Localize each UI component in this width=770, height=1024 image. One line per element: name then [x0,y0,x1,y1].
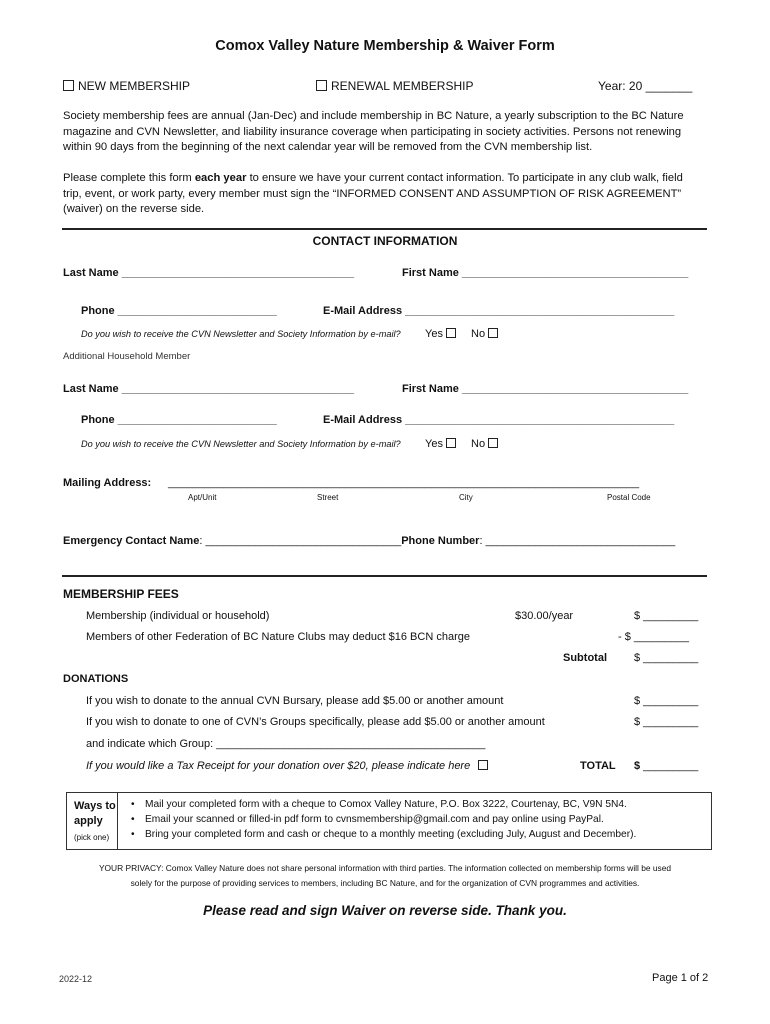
intro-paragraph-fees: Society membership fees are annual (Jan-Dec) and include membership in BC Nature, a yearly subscription to the BC Nature magazine and CVN Newsletter, and liability insurance coverage when participating in society activities. Persons not renewing within 90 days from the beginning of the next calendar year will be removed from the CVN membership list. [63,110,684,154]
mailing-address-field[interactable]: _____________________________________________________________________________ [168,477,640,489]
membership-fee-price: $30.00/year [515,610,574,622]
household-email-field[interactable]: E-Mail Address ____________________________________________ [323,414,675,426]
emergency-phone-label: Phone Number [401,535,480,547]
ways-label-line2: apply [74,815,103,827]
membership-fee-label: Membership (individual or household) [86,610,270,622]
last-name-field[interactable]: Last Name ______________________________________ [63,267,355,279]
subtotal-amount[interactable]: $ _________ [634,652,699,664]
page-prefix: Page [652,972,681,984]
bcn-deduction-amount[interactable]: - $ _________ [618,631,689,643]
donations-heading: DONATIONS [63,673,129,685]
group-donation-label: If you wish to donate to one of CVN’s Groups specifically, please add $5.00 or another amount [86,716,545,728]
household-yes-label: Yes [425,438,443,450]
emergency-contact-label: Emergency Contact Name [63,535,200,547]
household-newsletter-no-option[interactable] [471,438,498,450]
ways-label-line3: (pick one) [74,833,110,842]
privacy-notice-line1: YOUR PRIVACY: Comox Valley Nature does not share personal information with third parties. The information collected on membership forms will be used [98,863,672,873]
apply-option-meeting: • Bring your completed form and cash or cheque to a monthly meeting (excluding July, August and December). [145,829,636,840]
tax-receipt-option[interactable] [86,760,488,772]
form-title: Comox Valley Nature Membership & Waiver Form [215,38,555,54]
emergency-contact-field[interactable] [63,535,675,547]
bcn-deduction-label: Members of other Federation of BC Nature Clubs may deduct $16 BCN charge [86,631,470,643]
new-membership-option[interactable] [63,79,190,93]
ways-to-apply-box [66,792,712,850]
contact-heading: CONTACT INFORMATION [312,234,458,248]
apply-option-mail: • Mail your completed form with a cheque to Comox Valley Nature, P.O. Box 3222, Courtenay, BC, V9N 5N4. [145,799,627,810]
city-caption: City [459,493,473,502]
first-name-field[interactable]: First Name _____________________________________ [402,267,689,279]
page-number [652,972,708,984]
household-yes-checkbox[interactable] [446,438,456,448]
yes-checkbox[interactable] [446,328,456,338]
intro-text-bold: each year [194,172,247,184]
renewal-membership-checkbox[interactable] [316,80,327,91]
total-label: TOTAL [580,760,616,772]
intro-text-a: Please complete this form [63,172,195,184]
tax-receipt-label: If you would like a Tax Receipt for your donation over $20, please indicate here [86,760,471,772]
new-membership-checkbox[interactable] [63,80,74,91]
no-checkbox[interactable] [488,328,498,338]
newsletter-no-option[interactable] [471,328,498,340]
no-label: No [471,328,486,340]
total-amount[interactable]: $ _________ [634,760,699,772]
street-caption: Street [317,493,339,502]
subtotal-label: Subtotal [563,652,607,664]
apt-unit-caption: Apt/Unit [188,493,217,502]
yes-label: Yes [425,328,443,340]
mailing-address-label: Mailing Address: [63,477,152,489]
intro-text-b: to ensure we have your current contact information. To participate in any club walk, field trip, event, or work party, every member must sign the “INFORMED CONSENT AND ASSUMPTION OF RISK AGREEMENT” (waiver) on the reverse side. [63,172,683,216]
email-field[interactable]: E-Mail Address ____________________________________________ [323,305,675,317]
membership-fees-heading: MEMBERSHIP FEES [63,587,179,601]
household-no-checkbox[interactable] [488,438,498,448]
which-group-field[interactable]: and indicate which Group: ____________________________________________ [86,738,486,750]
household-last-name-field[interactable]: Last Name ______________________________________ [63,383,355,395]
year-field[interactable]: Year: 20 _______ [598,79,693,93]
household-no-label: No [471,438,486,450]
emergency-contact-line: : ________________________________ [199,535,402,547]
intro-paragraph-instructions [63,171,703,218]
ways-label-line1: Ways to [74,800,116,812]
membership-fee-amount[interactable]: $ _________ [634,610,699,622]
section-divider [62,228,707,230]
household-first-name-field[interactable]: First Name _____________________________________ [402,383,689,395]
household-newsletter-question: Do you wish to receive the CVN Newsletter and Society Information by e-mail? [81,439,401,449]
apply-option-email: • Email your scanned or filled-in pdf form to cvnsmembership@gmail.com and pay online using PayPal. [145,814,604,825]
bursary-donation-label: If you wish to donate to the annual CVN Bursary, please add $5.00 or another amount [86,695,504,707]
renewal-membership-label: RENEWAL MEMBERSHIP [331,79,474,93]
postal-code-caption: Postal Code [607,493,651,502]
page-total: 2 [702,972,709,984]
group-donation-amount[interactable]: $ _________ [634,716,699,728]
renewal-membership-option[interactable] [316,79,473,93]
household-newsletter-yes-option[interactable] [425,438,456,450]
ways-to-apply-label [67,793,118,849]
closing-note: Please read and sign Waiver on reverse side. Thank you. [203,903,567,918]
bursary-donation-amount[interactable]: $ _________ [634,695,699,707]
phone-field[interactable]: Phone __________________________ [81,305,277,317]
household-phone-field[interactable]: Phone __________________________ [81,414,277,426]
new-membership-label: NEW MEMBERSHIP [78,79,191,93]
page-of: of [686,972,703,984]
page-current: 1 [680,972,687,984]
newsletter-yes-option[interactable] [425,328,456,340]
section-divider-fees [62,575,707,577]
revision-date: 2022-12 [59,974,93,984]
newsletter-question: Do you wish to receive the CVN Newsletter and Society Information by e-mail? [81,329,401,339]
privacy-notice-line2: solely for the purpose of providing services to members, including BC Nature, and for the organization of CVN programmes and activities. [130,878,640,888]
tax-receipt-checkbox[interactable] [478,760,488,770]
emergency-phone-line: : _______________________________ [479,535,676,547]
additional-household-label: Additional Household Member [63,351,191,362]
